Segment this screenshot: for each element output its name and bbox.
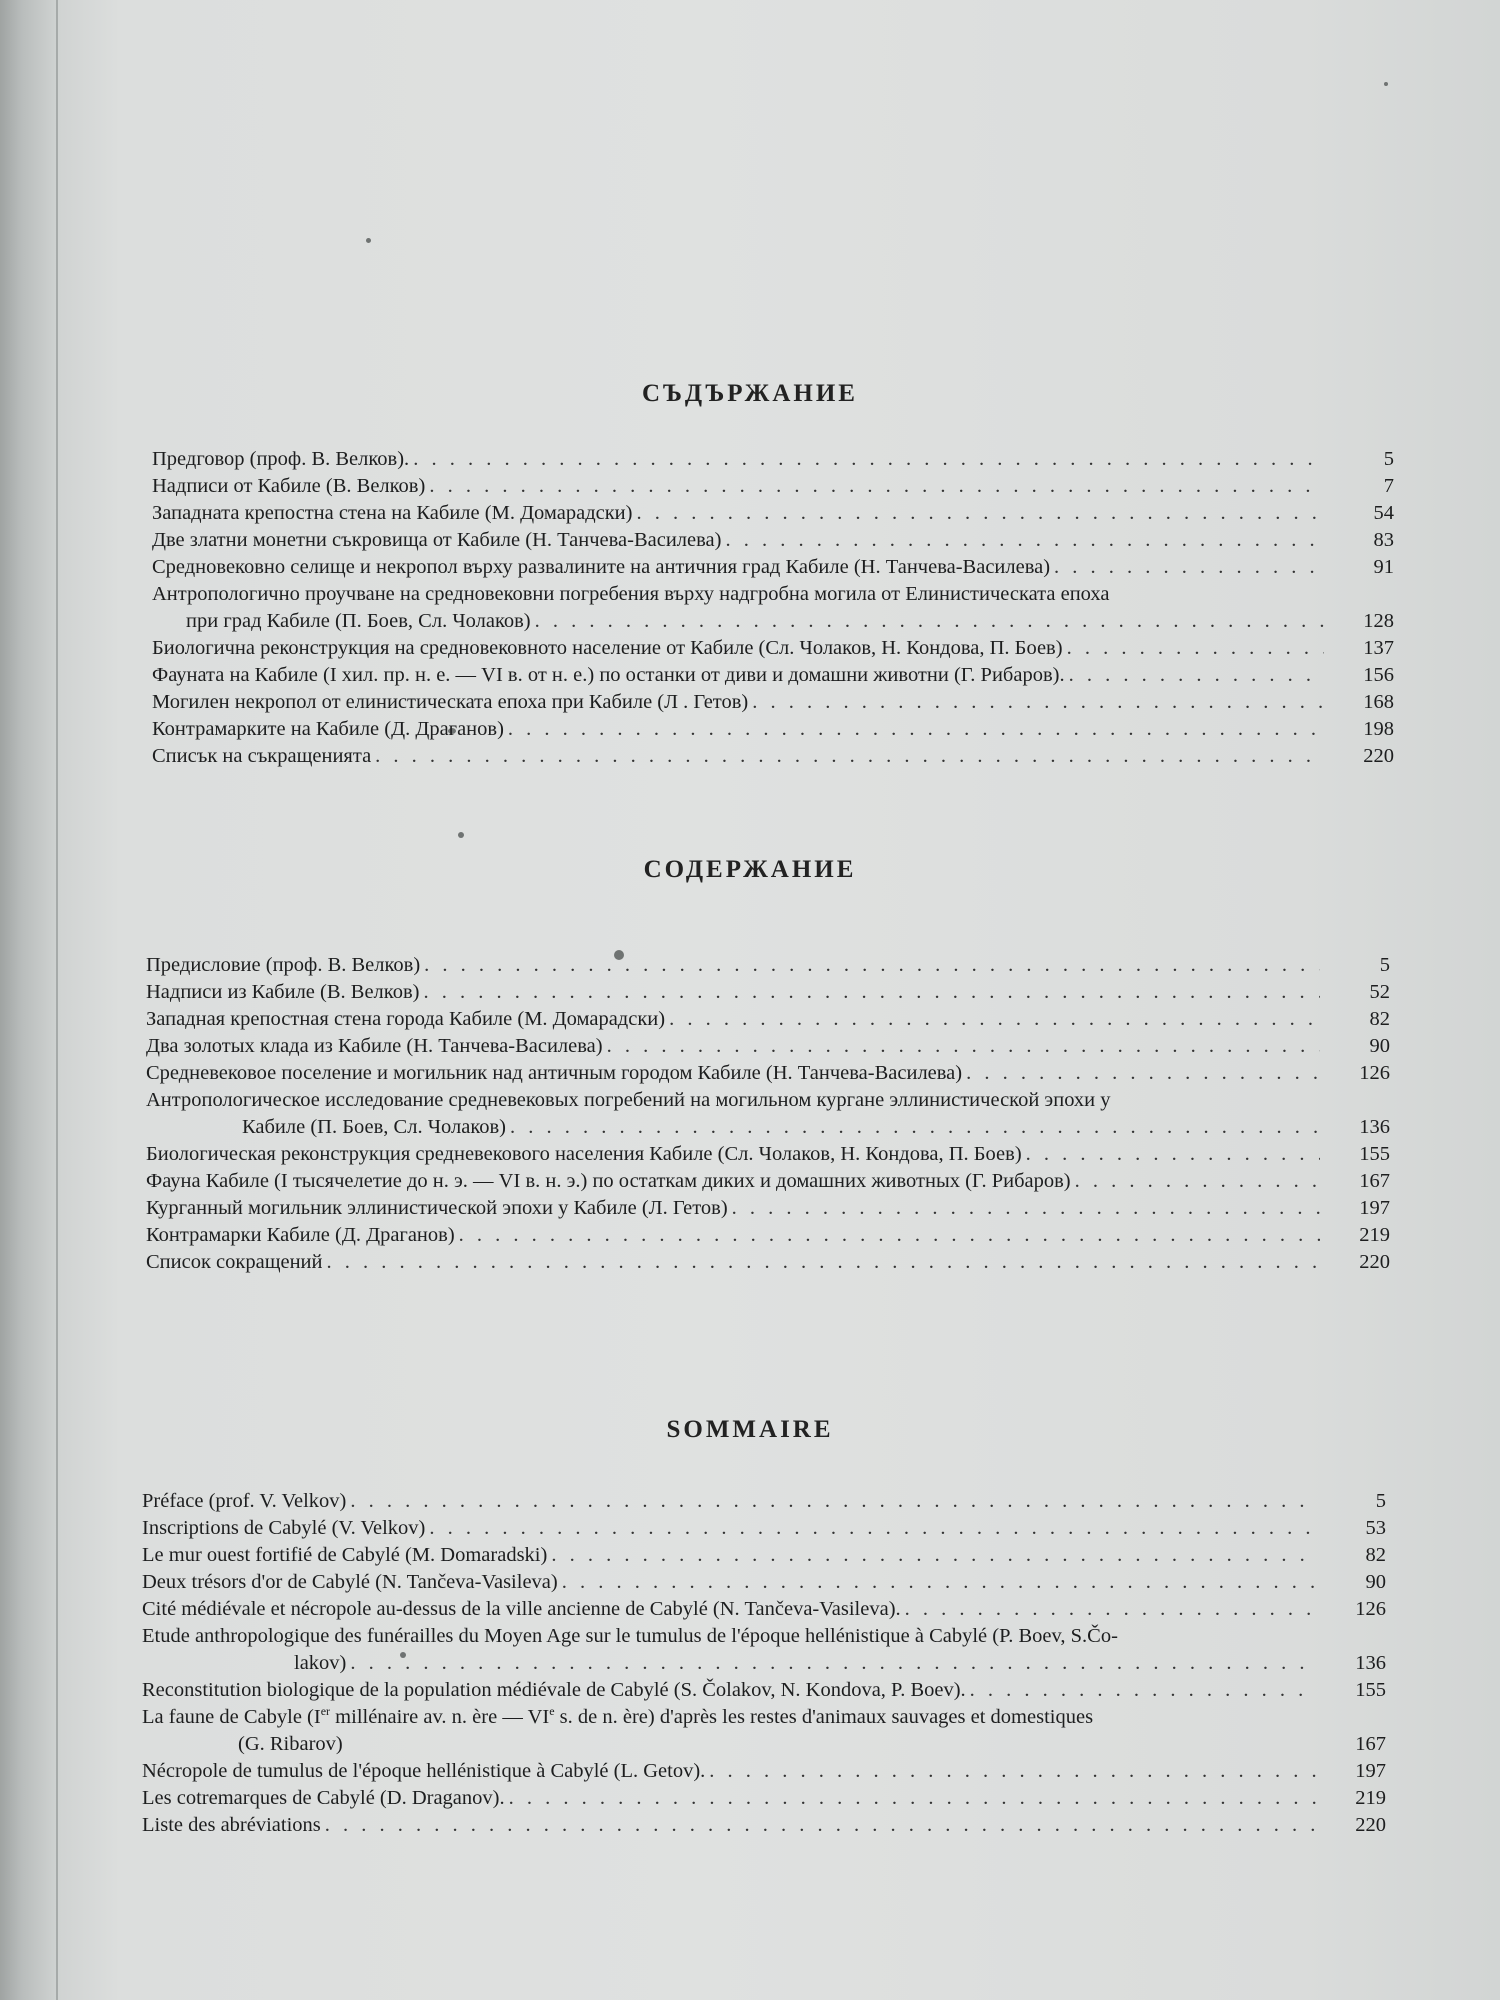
entry-title: Le mur ouest fortifié de Cabylé (M. Domaradski): [142, 1544, 548, 1566]
toc-entry[interactable]: [152, 446, 1394, 473]
print-speck: [366, 238, 371, 243]
leader-dots: [551, 1542, 1316, 1569]
entry-title: Антропологическое исследование средневековых погребений на могильном кургане эллинистической эпохи у: [146, 1089, 1111, 1111]
leader-dots: [1069, 662, 1324, 689]
entry-title-part: La faune de Cabyle (I: [142, 1706, 321, 1728]
entry-title: Могилен некропол от елинистическата епоха при Кабиле (Л . Гетов): [152, 691, 749, 713]
leader-dots: [423, 979, 1320, 1006]
toc-entry[interactable]: [152, 554, 1394, 581]
entry-title: Надписи из Кабиле (В. Велков): [146, 981, 420, 1003]
toc-entry[interactable]: [146, 1195, 1390, 1222]
entry-page: 5: [1375, 1490, 1386, 1512]
toc-entry[interactable]: [146, 1249, 1390, 1276]
toc-entry[interactable]: [142, 1569, 1386, 1596]
entry-title-part: s. de n. ère) d'après les restes d'animaux sauvages et domestiques: [554, 1706, 1094, 1728]
leader-dots: [709, 1758, 1316, 1785]
toc-french: [142, 1488, 1386, 1839]
toc-bulgarian: [152, 446, 1394, 770]
leader-dots: [350, 1488, 1316, 1515]
entry-title: Фауна Кабиле (I тысячелетие до н. э. — VI в. н. э.) по остаткам диких и домашних животных (Г. Рибаров): [146, 1170, 1071, 1192]
toc-entry[interactable]: [142, 1704, 1386, 1758]
superscript: e: [549, 1704, 555, 1719]
leader-dots: [905, 1596, 1316, 1623]
entry-page: 137: [1363, 637, 1394, 659]
entry-title: Списък на съкращенията: [152, 745, 372, 767]
leader-dots: [375, 743, 1324, 770]
heading-bulgarian: СЪДЪРЖАНИЕ: [642, 380, 858, 407]
leader-dots: [350, 1650, 1316, 1677]
entry-page: 197: [1359, 1197, 1390, 1219]
entry-title: Cité médiévale et nécropole au-dessus de la ville ancienne de Cabylé (N. Tančeva-Vasileva).: [142, 1598, 901, 1620]
leader-dots: [327, 1249, 1320, 1276]
entry-page: 91: [1373, 556, 1394, 578]
entry-title: Etude anthropologique des funérailles du Moyen Age sur le tumulus de l'époque hellénistique à Cabylé (P. Boev, S.Čo-: [142, 1625, 1118, 1647]
entry-title: Les cotremarques de Cabylé (D. Draganov).: [142, 1787, 505, 1809]
entry-page: 167: [1355, 1733, 1386, 1755]
toc-entry[interactable]: [152, 635, 1394, 662]
entry-title: Антропологично проучване на средновековни погребения върху надгробна могила от Елинистическата епоха: [152, 583, 1110, 605]
entry-page: 136: [1355, 1652, 1386, 1674]
entry-title-part: millénaire av. n. ère — VI: [330, 1706, 550, 1728]
leader-dots: [535, 608, 1324, 635]
entry-page: 167: [1359, 1170, 1390, 1192]
entry-title: Deux trésors d'or de Cabylé (N. Tančeva-Vasileva): [142, 1571, 558, 1593]
entry-title: Предисловие (проф. В. Велков): [146, 954, 421, 976]
toc-entry[interactable]: [146, 1006, 1390, 1033]
leader-dots: [732, 1195, 1320, 1222]
toc-russian: [146, 952, 1390, 1276]
leader-dots: [752, 689, 1324, 716]
leader-dots: [424, 952, 1320, 979]
print-speck: [1384, 82, 1388, 86]
entry-page: 54: [1373, 502, 1394, 524]
toc-entry[interactable]: [152, 581, 1394, 635]
entry-page: 198: [1363, 718, 1394, 740]
entry-page: 128: [1363, 610, 1394, 632]
leader-dots: [510, 1114, 1320, 1141]
entry-title: Inscriptions de Cabylé (V. Velkov): [142, 1517, 426, 1539]
entry-title: Биологична реконструкция на средновековното население от Кабиле (Сл. Чолаков, Н. Кондова, П. Боев): [152, 637, 1063, 659]
toc-entry[interactable]: [142, 1812, 1386, 1839]
toc-entry[interactable]: [152, 743, 1394, 770]
toc-entry[interactable]: [146, 1087, 1390, 1141]
entry-page: 155: [1355, 1679, 1386, 1701]
entry-title: Reconstitution biologique de la population médiévale de Cabylé (S. Čolakov, N. Kondova, P. Boev).: [142, 1679, 966, 1701]
leader-dots: [636, 500, 1324, 527]
superscript: er: [320, 1704, 331, 1719]
toc-entry[interactable]: [146, 1060, 1390, 1087]
entry-page: 220: [1355, 1814, 1386, 1836]
leader-dots: [725, 527, 1324, 554]
entry-title: Предговор (проф. В. Велков).: [152, 448, 410, 470]
toc-entry[interactable]: [152, 716, 1394, 743]
toc-entry[interactable]: [142, 1758, 1386, 1785]
leader-dots: [429, 473, 1324, 500]
toc-entry[interactable]: [152, 662, 1394, 689]
toc-entry[interactable]: [152, 500, 1394, 527]
leader-dots: [509, 1785, 1316, 1812]
leader-dots: [508, 716, 1324, 743]
entry-title-continuation: lakov): [294, 1652, 347, 1674]
entry-page: 126: [1359, 1062, 1390, 1084]
leader-dots: [607, 1033, 1320, 1060]
toc-entry[interactable]: [142, 1677, 1386, 1704]
entry-page: 219: [1355, 1787, 1386, 1809]
toc-entry[interactable]: [146, 952, 1390, 979]
entry-page: 156: [1363, 664, 1394, 686]
entry-title: Западната крепостна стена на Кабиле (М. Домарадски): [152, 502, 633, 524]
entry-page: 90: [1369, 1035, 1390, 1057]
entry-title: Préface (prof. V. Velkov): [142, 1490, 347, 1512]
toc-entry[interactable]: [146, 1033, 1390, 1060]
entry-page: 5: [1379, 954, 1390, 976]
entry-page: 53: [1365, 1517, 1386, 1539]
toc-entry[interactable]: [152, 473, 1394, 500]
leader-dots: [1067, 635, 1324, 662]
entry-title-continuation: Кабиле (П. Боев, Сл. Чолаков): [242, 1116, 506, 1138]
leader-dots: [1075, 1168, 1320, 1195]
entry-page: 52: [1369, 981, 1390, 1003]
entry-title: Два золотых клада из Кабиле (Н. Танчева-Василева): [146, 1035, 603, 1057]
entry-title: Западная крепостная стена города Кабиле (М. Домарадски): [146, 1008, 666, 1030]
entry-title: Nécropole de tumulus de l'époque hellénistique à Cabylé (L. Getov).: [142, 1760, 706, 1782]
leader-dots: [325, 1812, 1316, 1839]
leader-dots: [966, 1060, 1320, 1087]
entry-title: Курганный могильник эллинистической эпохи у Кабиле (Л. Гетов): [146, 1197, 728, 1219]
entry-title: Средневековое поселение и могильник над античным городом Кабиле (Н. Танчева-Василева): [146, 1062, 963, 1084]
toc-entry[interactable]: [146, 1141, 1390, 1168]
entry-title-continuation: (G. Ribarov): [238, 1733, 343, 1755]
entry-page: 220: [1359, 1251, 1390, 1273]
entry-title-continuation: при град Кабиле (П. Боев, Сл. Чолаков): [186, 610, 531, 632]
entry-title: Контрамарките на Кабиле (Д. Драганов): [152, 718, 504, 740]
toc-entry[interactable]: [146, 979, 1390, 1006]
leader-dots: [413, 446, 1324, 473]
toc-entry[interactable]: [142, 1542, 1386, 1569]
entry-title: Liste des abréviations: [142, 1814, 321, 1836]
toc-entry[interactable]: [142, 1785, 1386, 1812]
leader-dots: [562, 1569, 1316, 1596]
toc-entry[interactable]: [142, 1623, 1386, 1677]
entry-page: 7: [1383, 475, 1394, 497]
leader-dots: [970, 1677, 1316, 1704]
toc-entry[interactable]: [142, 1488, 1386, 1515]
entry-page: 82: [1365, 1544, 1386, 1566]
entry-page: 219: [1359, 1224, 1390, 1246]
entry-title: Биологическая реконструкция средневекового населения Кабиле (Сл. Чолаков, Н. Кондова, П. Боев): [146, 1143, 1022, 1165]
toc-entry[interactable]: [142, 1596, 1386, 1623]
toc-entry[interactable]: [152, 527, 1394, 554]
entry-page: 83: [1373, 529, 1394, 551]
entry-page: 136: [1359, 1116, 1390, 1138]
entry-title: Надписи от Кабиле (В. Велков): [152, 475, 426, 497]
leader-dots: [429, 1515, 1316, 1542]
toc-entry[interactable]: [142, 1515, 1386, 1542]
entry-page: 220: [1363, 745, 1394, 767]
entry-page: 155: [1359, 1143, 1390, 1165]
page-fold: [56, 0, 58, 2000]
leader-dots: [1054, 554, 1324, 581]
entry-page: 197: [1355, 1760, 1386, 1782]
entry-title: [142, 1704, 1386, 1731]
leader-dots: [669, 1006, 1320, 1033]
entry-page: 168: [1363, 691, 1394, 713]
entry-title: Фауната на Кабиле (I хил. пр. н. е. — VI в. от н. е.) по останки от диви и домашни животни (Г. Рибаров).: [152, 664, 1065, 686]
entry-page: 5: [1383, 448, 1394, 470]
entry-page: 90: [1365, 1571, 1386, 1593]
heading-french: SOMMAIRE: [666, 1416, 834, 1443]
entry-title: Две златни монетни съкровища от Кабиле (Н. Танчева-Василева): [152, 529, 722, 551]
print-speck: [458, 832, 464, 838]
toc-entry[interactable]: [146, 1168, 1390, 1195]
toc-entry[interactable]: [146, 1222, 1390, 1249]
entry-title: Средновековно селище и некропол върху развалините на античния град Кабиле (Н. Танчева-Василева): [152, 556, 1051, 578]
toc-entry[interactable]: [152, 689, 1394, 716]
entry-title: Список сокращений: [146, 1251, 323, 1273]
entry-page: 82: [1369, 1008, 1390, 1030]
entry-page: 126: [1355, 1598, 1386, 1620]
entry-title: Контрамарки Кабиле (Д. Драганов): [146, 1224, 455, 1246]
heading-russian: СОДЕРЖАНИЕ: [643, 856, 857, 883]
leader-dots: [1026, 1141, 1320, 1168]
leader-dots: [459, 1222, 1320, 1249]
